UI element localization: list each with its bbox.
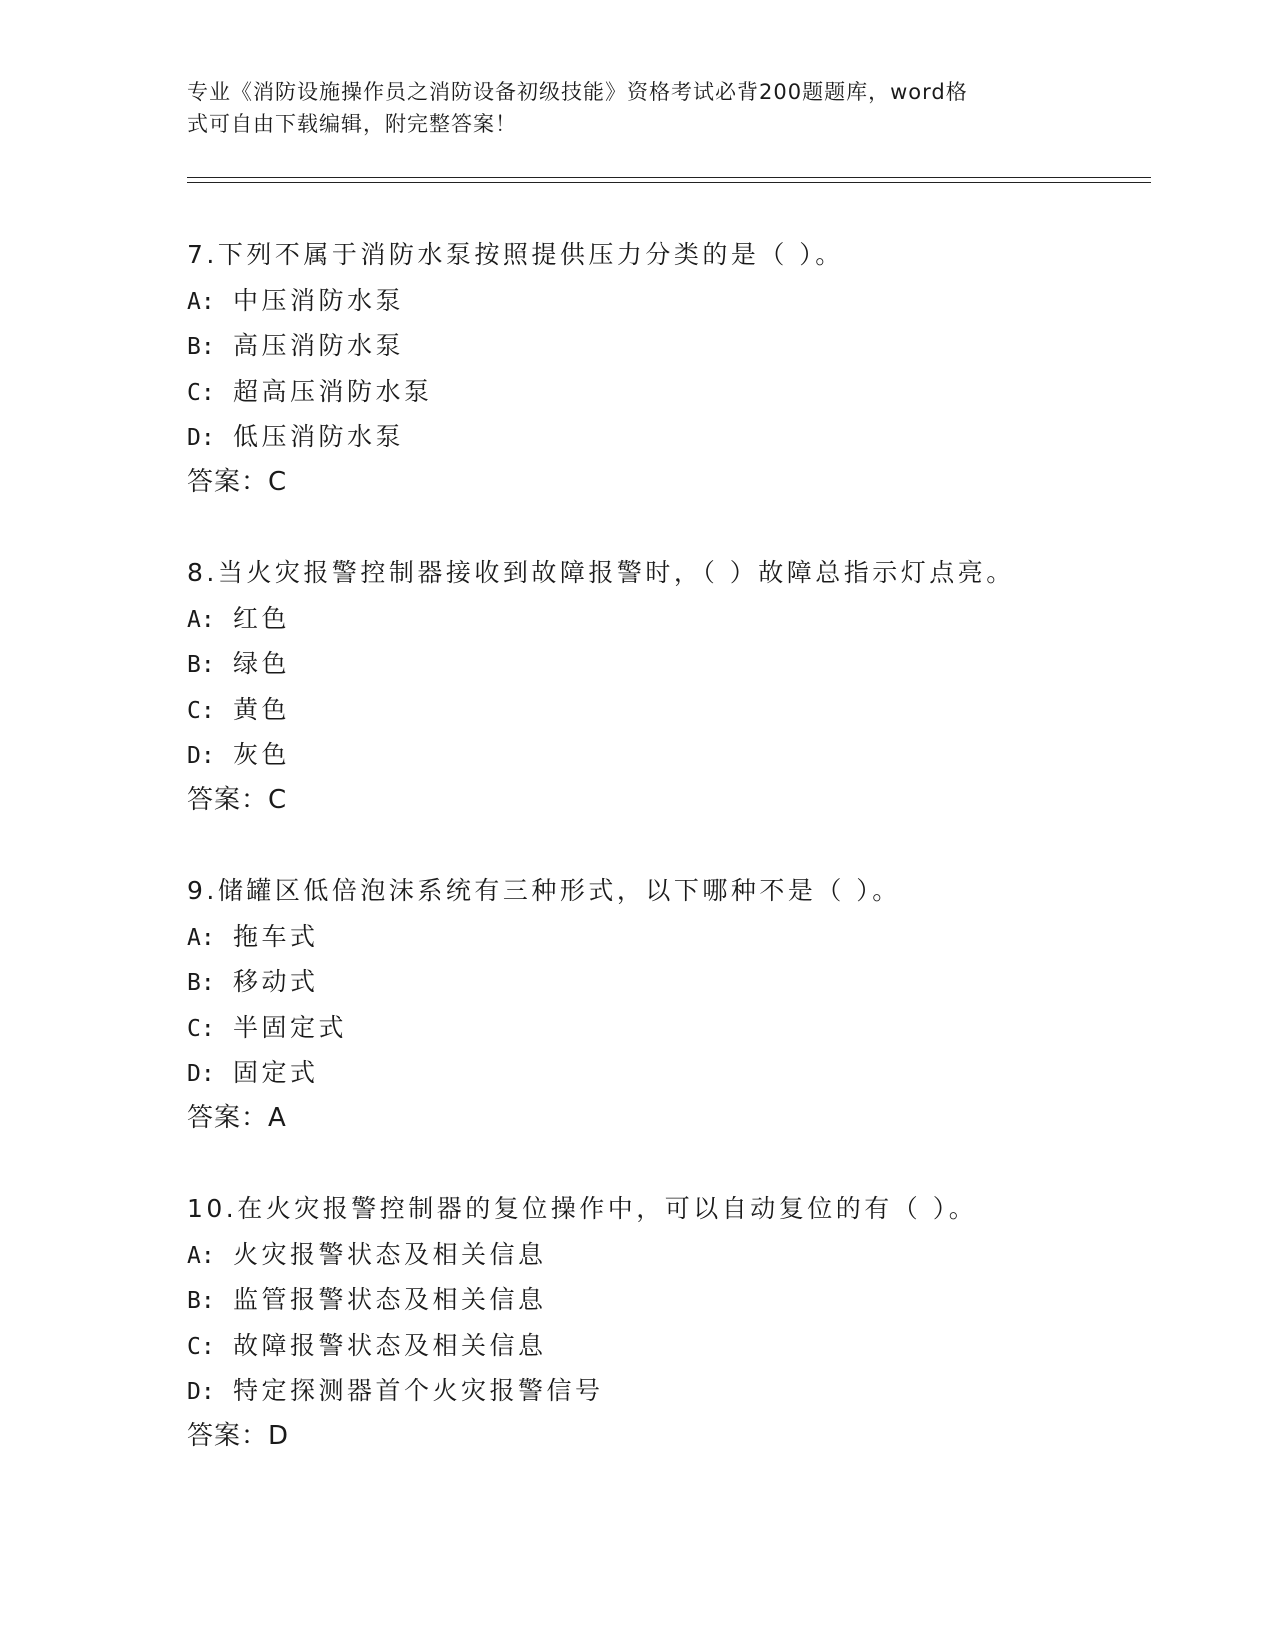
option-text: 移动式 bbox=[233, 967, 319, 996]
option-key: B: bbox=[187, 334, 215, 360]
option-text: 高压消防水泵 bbox=[233, 331, 405, 360]
option-b bbox=[187, 959, 1167, 1005]
question-block bbox=[187, 550, 1167, 823]
option-a bbox=[187, 1232, 1167, 1278]
question-stem: 9.储罐区低倍泡沫系统有三种形式，以下哪种不是（ ）。 bbox=[187, 876, 901, 905]
option-d bbox=[187, 1368, 1167, 1414]
option-key: B: bbox=[187, 1288, 215, 1314]
option-key: B: bbox=[187, 652, 215, 678]
option-key: D: bbox=[187, 425, 215, 451]
option-text: 绿色 bbox=[233, 649, 291, 678]
option-text: 半固定式 bbox=[233, 1012, 348, 1042]
option-text: 固定式 bbox=[233, 1058, 319, 1087]
option-key: B: bbox=[187, 970, 215, 996]
option-d bbox=[187, 1050, 1167, 1096]
option-d bbox=[187, 414, 1167, 460]
question-stem: 8.当火灾报警控制器接收到故障报警时，（ ）故障总指示灯点亮。 bbox=[187, 558, 1015, 587]
option-text: 故障报警状态及相关信息 bbox=[233, 1330, 547, 1360]
option-key: C: bbox=[187, 379, 215, 406]
document-header bbox=[187, 76, 1067, 140]
header-divider-top bbox=[187, 177, 1151, 178]
option-text: 超高压消防水泵 bbox=[233, 376, 433, 406]
option-b bbox=[187, 641, 1167, 687]
question-block bbox=[187, 868, 1167, 1141]
option-key: D: bbox=[187, 1379, 215, 1405]
option-text: 中压消防水泵 bbox=[233, 285, 405, 315]
question-stem: 10.在火灾报警控制器的复位操作中，可以自动复位的有（ ）。 bbox=[187, 1194, 978, 1223]
option-key: A: bbox=[187, 288, 215, 315]
question-block bbox=[187, 1186, 1167, 1459]
option-key: C: bbox=[187, 697, 215, 724]
option-text: 黄色 bbox=[233, 694, 291, 724]
option-c bbox=[187, 1323, 1167, 1369]
option-text: 监管报警状态及相关信息 bbox=[233, 1285, 547, 1314]
answer-line: 答案：A bbox=[187, 1102, 287, 1133]
option-key: D: bbox=[187, 743, 215, 769]
option-key: C: bbox=[187, 1333, 215, 1360]
header-divider-bottom bbox=[187, 182, 1151, 183]
option-d bbox=[187, 732, 1167, 778]
option-key: A: bbox=[187, 606, 215, 633]
answer-line: 答案：D bbox=[187, 1420, 290, 1451]
option-key: C: bbox=[187, 1015, 215, 1042]
answer-line: 答案：C bbox=[187, 784, 288, 815]
header-line-2: 式可自由下载编辑，附完整答案！ bbox=[187, 112, 517, 136]
option-text: 灰色 bbox=[233, 740, 291, 769]
question-stem: 7.下列不属于消防水泵按照提供压力分类的是（ ）。 bbox=[187, 240, 844, 269]
option-c bbox=[187, 687, 1167, 733]
option-b bbox=[187, 323, 1167, 369]
answer-line: 答案：C bbox=[187, 466, 288, 497]
option-c bbox=[187, 1005, 1167, 1051]
option-key: D: bbox=[187, 1061, 215, 1087]
option-a bbox=[187, 596, 1167, 642]
option-text: 特定探测器首个火灾报警信号 bbox=[233, 1376, 604, 1405]
option-text: 红色 bbox=[233, 603, 291, 633]
question-block bbox=[187, 232, 1167, 505]
header-line-1: 专业《消防设施操作员之消防设备初级技能》资格考试必背200题题库，word格 bbox=[187, 80, 968, 104]
option-text: 低压消防水泵 bbox=[233, 422, 405, 451]
option-text: 拖车式 bbox=[233, 921, 319, 951]
option-a bbox=[187, 914, 1167, 960]
option-key: A: bbox=[187, 924, 215, 951]
option-text: 火灾报警状态及相关信息 bbox=[233, 1239, 547, 1269]
option-c bbox=[187, 369, 1167, 415]
option-key: A: bbox=[187, 1242, 215, 1269]
option-b bbox=[187, 1277, 1167, 1323]
option-a bbox=[187, 278, 1167, 324]
